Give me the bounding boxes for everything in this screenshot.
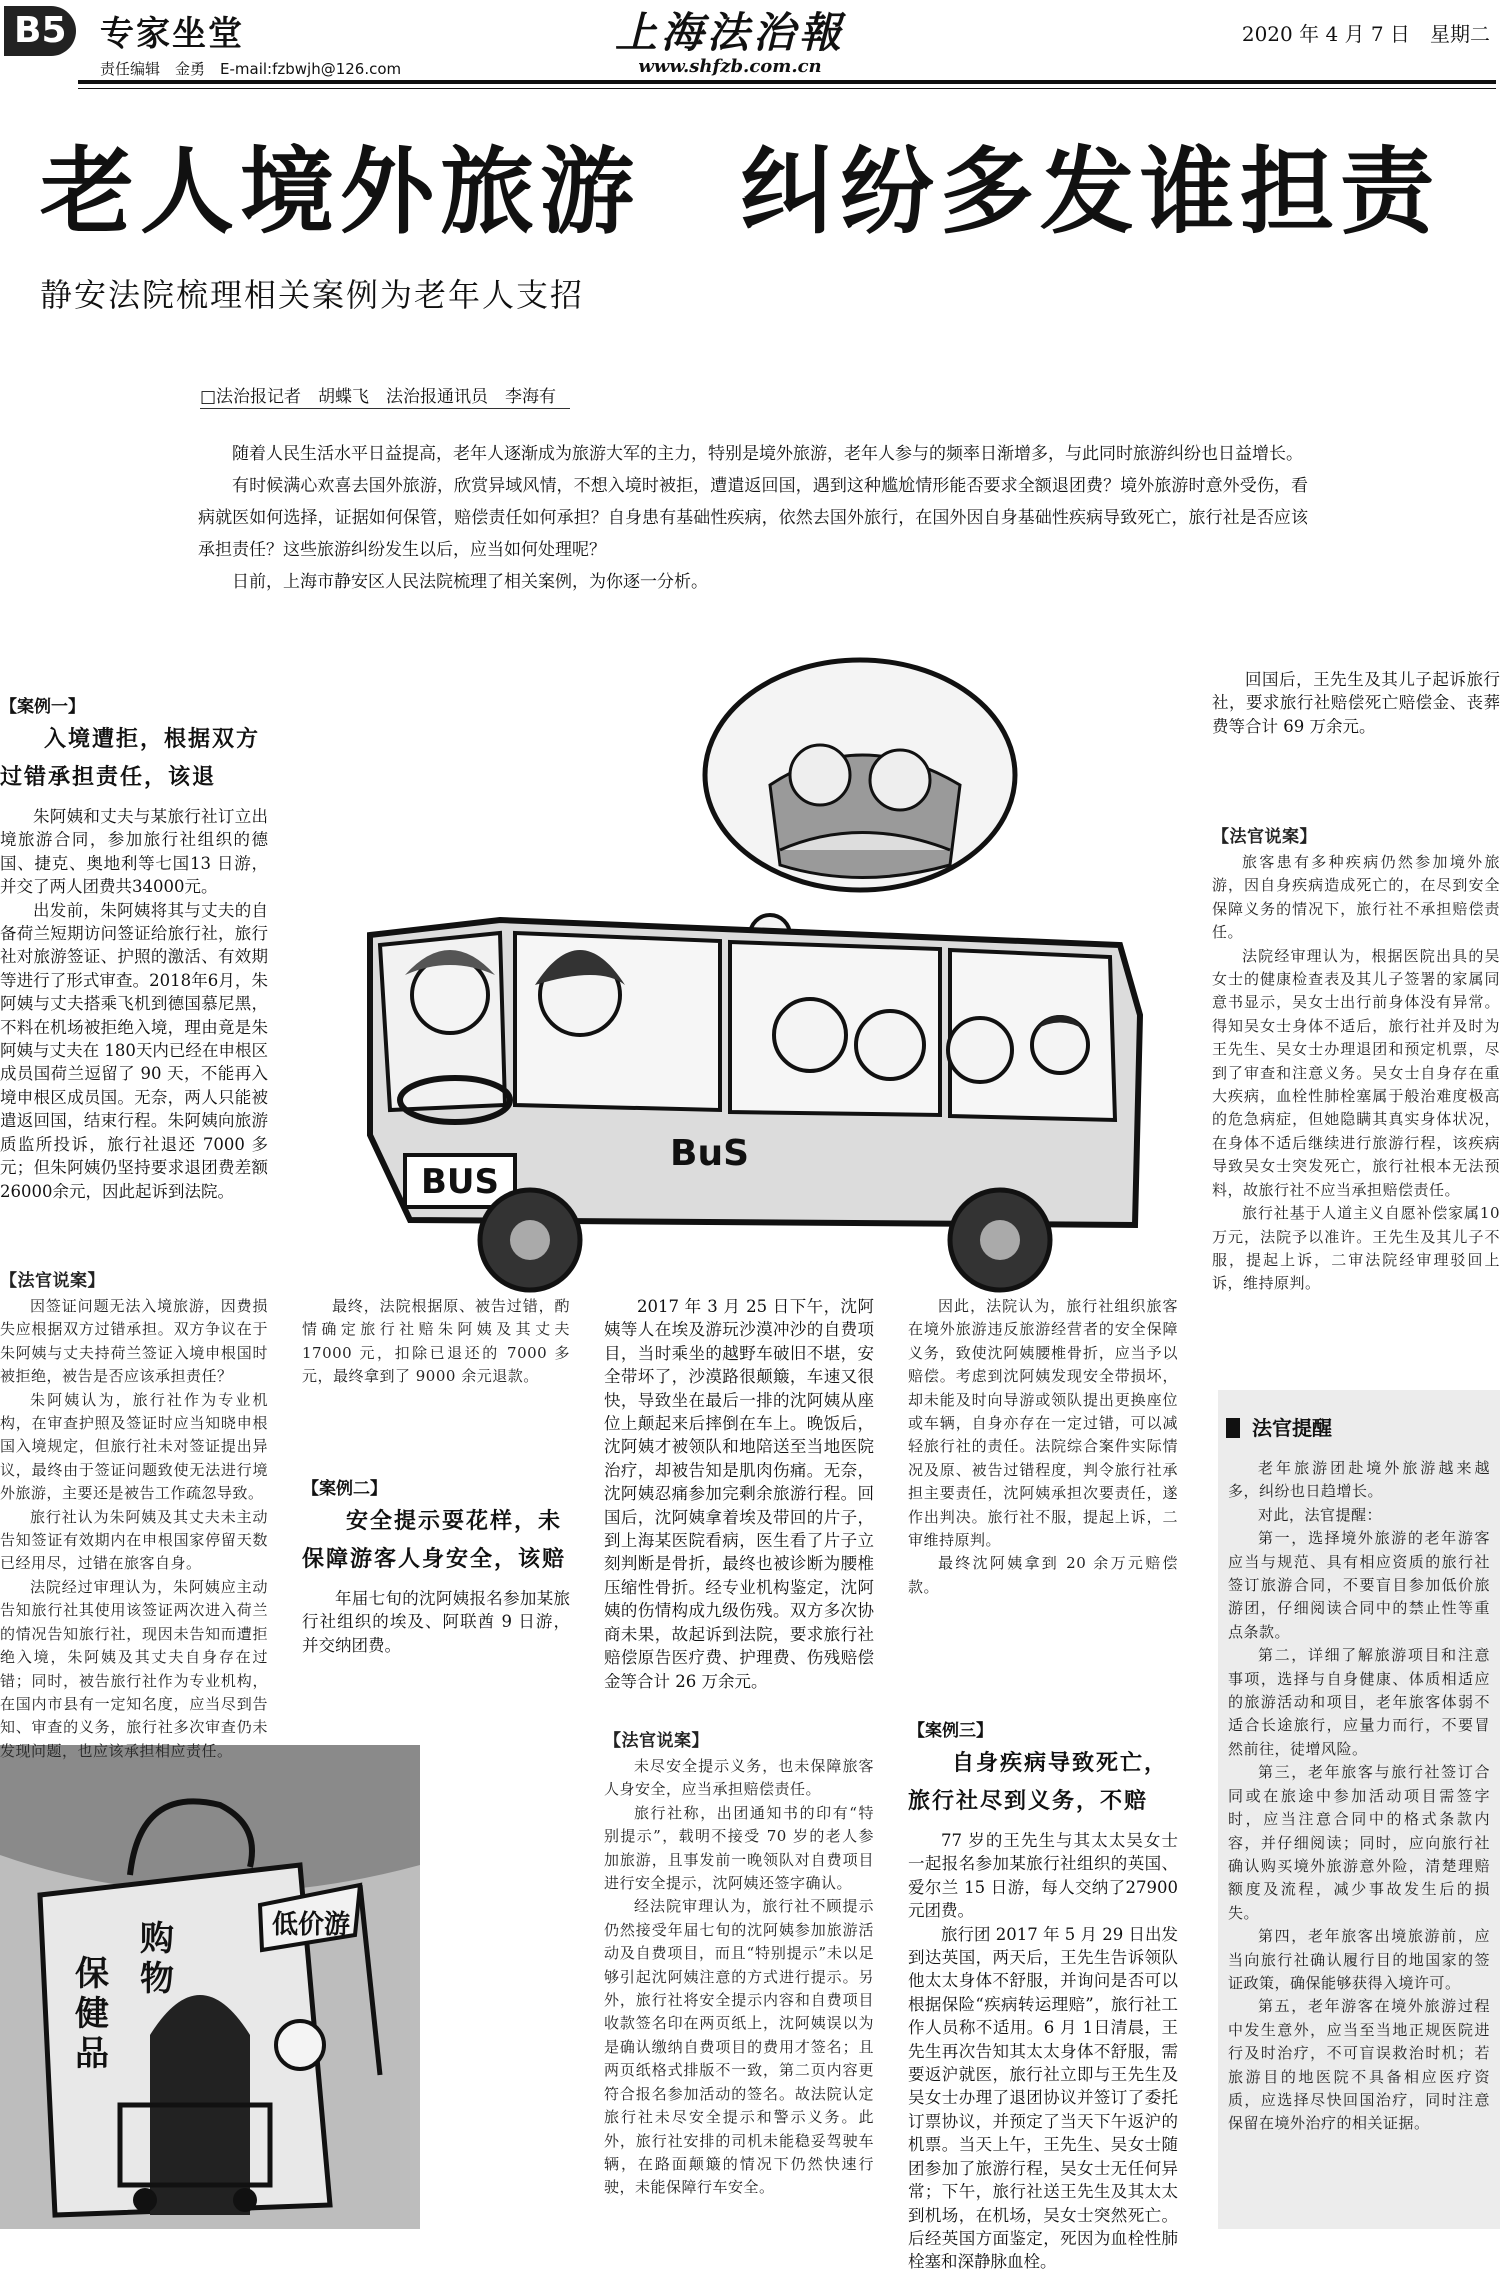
case2-judge-col-a [604,1722,874,2229]
case1-paragraph: 出发前，朱阿姨将其与丈夫的自备荷兰短期访问签证给旅行社，旅行社对旅游签证、护照的激活、有效期等进行了形式审查。2018年6月，朱阿姨与丈夫搭乘飞机到德国慕尼黑，不料在机场被拒绝入境，理由竟是朱阿姨与丈夫在 180天内已经在申根区成员国荷兰逗留了 90 天，不能再入境申根区成员国。无奈，两人只能被遣返回国，结束行程。朱阿姨向旅游质监所投诉，旅行社退还 7000 多元；但朱阿姨仍坚持要求退团费差额 26000余元，因此起诉到法院。 [0,900,268,1201]
case1-judge-tag: 【法官说案】 [0,1271,105,1291]
case3-judge-tag: 【法官说案】 [1212,827,1317,847]
case2-paragraph: 年届七旬的沈阿姨报名参加某旅行社组织的埃及、阿联酋 9 日游，并交纳团费。 [302,1589,570,1655]
section-title: 专家坐堂 [100,14,244,54]
intro-paragraph: 日前，上海市静安区人民法院梳理了相关案例，为你逐一分析。 [232,572,708,592]
header-rule [78,80,1496,84]
case2-judge-paragraph: 最终沈阿姨拿到 20 余万元赔偿款。 [908,1554,1178,1596]
case3-tag: 【案例三】 [908,1721,993,1741]
case2-title: 安全提示耍花样，未 保障游客人身安全，该赔 [302,1509,567,1572]
shop-sign-health: 保健品 [75,1954,109,2074]
case2-col-b [604,1295,874,1719]
case2-paragraph: 2017 年 3 月 25 日下午，沈阿姨等人在埃及游玩沙漠冲沙的自费项目，当时乘坐的越野车破旧不堪，安全带坏了，沙漠路很颠簸，车速又很快，导致坐在最后一排的沈阿姨从座位上颠起来后摔倒在车上。晚饭后，沈阿姨才被领队和地陪送至当地医院治疗，却被告知是肌肉伤痛。无奈，沈阿姨忍痛参加完剩余旅游行程。回国后，沈阿姨拿着埃及带回的片子，到上海某医院看病，医生看了片子立刻判断是骨折，最终也被诊断为腰椎压缩性骨折。经专业机构鉴定，沈阿姨的伤情构成九级伤残。双方多次协商未果，故起诉到法院，要求旅行社赔偿原告医疗费、护理费、伤残赔偿金等合计 26 万余元。 [604,1297,874,1691]
case1-judge-paragraph: 最终，法院根据原、被告过错，酌情确定旅行社赔朱阿姨及其丈夫 17000 元，扣除已退还的 7000 多元，最终拿到了 9000 余元退款。 [302,1297,570,1386]
header-rule-thin [78,88,1496,89]
tips-paragraph: 老年旅游团赴境外旅游越来越多，纠纷也日趋增长。 [1228,1459,1490,1501]
case2-judge-paragraph: 未尽安全提示义务，也未保障旅客人身安全，应当承担赔偿责任。 [604,1757,874,1799]
case3-col-a [908,1712,1178,2272]
case3-judge-paragraph: 旅客患有多种疾病仍然参加境外旅游，因自身疾病造成死亡的，在尽到安全保障义务的情况下，旅行社不承担赔偿责任。 [1212,853,1500,942]
case3-paragraph: 回国后，王先生及其儿子起诉旅行社，要求旅行社赔偿死亡赔偿金、丧葬费等合计 69 万余元。 [1212,670,1500,736]
article-intro [198,438,1308,598]
case2-judge-paragraph: 经法院审理认为，旅行社不顾提示仍然接受年届七旬的沈阿姨参加旅游活动及自费项目，而且“特别提示”未以足够引起沈阿姨注意的方式进行提示。另外，旅行社将安全提示内容和自费项目收款签名印在两页纸上，沈阿姨误以为是确认缴纳自费项目的费用才签名；且两页纸格式排版不一致，第二页内容更符合报名参加活动的签名。故法院认定旅行社未尽安全提示和警示义务。此外，旅行社安排的司机未能稳妥驾驶车辆，在路面颠簸的情况下仍然快速行驶，未能保障行车安全。 [604,1897,874,2197]
case1-judge-paragraph: 旅行社认为朱阿姨及其丈夫未主动告知签证有效期内在申根国家停留天数已经用尽，过错在旅客自身。 [0,1507,268,1573]
bus-side-text: BuS [670,1133,749,1174]
case1-title: 入境遭拒，根据双方 过错承担责任，该退 [0,727,261,790]
judge-tips-box [1218,1390,1500,2229]
case3-judge [1212,818,1500,1378]
bus-front-sign-text: BUS [420,1162,500,1202]
tips-paragraph: 第三，老年旅客与旅行社签订合同或在旅途中参加活动项目需签字时，应当注意合同中的格式条款内容，并仔细阅读；同时，应向旅行社确认购买境外旅游意外险，清楚理赔额度及流程，减少事故发生后的损失。 [1228,1763,1490,1922]
newspaper-masthead: 上海法治報 [614,8,845,57]
case2-judge-tag: 【法官说案】 [604,1731,709,1751]
intro-paragraph: 随着人民生活水平日益提高，老年人逐渐成为旅游大军的主力，特别是境外旅游，老年人参与的频率日渐增多，与此同时旅游纠纷也日益增长。 [232,444,1303,464]
tips-body [1218,1457,1500,2237]
case2-col-a [302,1470,570,1750]
issue-date: 2020 年 4 月 7 日 星期二 [1241,22,1490,46]
page-number-badge: B5 [4,6,76,56]
tips-square-icon [1226,1418,1240,1438]
flag-text: 低价游 [272,1910,351,1940]
byline-rule [200,408,570,409]
case2-judge-col-b [908,1295,1178,1715]
tips-title: 法官提醒 [1226,1412,1500,1441]
case1-judge-paragraph: 法院经过审理认为，朱阿姨应主动告知旅行社其使用该签证两次进入荷兰的情况告知旅行社，现因未告知而遭拒绝入境，朱阿姨及其丈夫自身存在过错；同时，被告旅行社作为专业机构，在国内市县有一定知名度，应当尽到告知、审查的义务，旅行社多次审查仍未发现问题，也应该承担相应责任。 [0,1577,268,1760]
tips-paragraph: 对此，法官提醒： [1258,1505,1383,1524]
editor-info: 责任编辑 金勇 E-mail:fzbwjh@126.com [100,60,402,78]
case1-paragraph: 朱阿姨和丈夫与某旅行社订立出境旅游合同，参加旅行社组织的德国、捷克、奥地利等七国13 日游，并交了两人团费共34000元。 [0,807,268,897]
tips-paragraph: 第二，详细了解旅游项目和注意事项，选择与自身健康、体质相适应的旅游活动和项目，老年旅客体弱不适合长途旅行，应量力而行，不要冒然前往，徒增风险。 [1228,1646,1490,1758]
case2-judge-paragraph: 因此，法院认为，旅行社组织旅客在境外旅游违反旅游经营者的安全保障义务，致使沈阿姨腰椎骨折，应当予以赔偿。考虑到沈阿姨发现安全带损坏，却未能及时向导游或领队提出更换座位或车辆，自身亦存在一定过错，可以减轻旅行社的责任。法院综合案件实际情况及原、被告过错程度，判令旅行社承担主要责任，沈阿姨承担次要责任，遂作出判决。旅行社不服，提起上诉，二审维持原判。 [908,1297,1178,1550]
newspaper-website: www.shfzb.com.cn [638,56,822,77]
case3-paragraph: 旅行团 2017 年 5 月 29 日出发到达英国，两天后，王先生告诉领队他太太身体不舒服，并询问是否可以根据保险“疾病转运理赔”，旅行社工作人员称不适用。6 月 1日清晨，王先生再次告知其太太身体不舒服，需要返沪就医，旅行社立即与王先生及吴女士办理了退团协议并签订了委托订票协议，并预定了当天下午返沪的机票。当天上午，王先生、吴女士随团参加了旅游行程，吴女士无任何异常；下午，旅行社送王先生及其太太到机场，在机场，吴女士突然死亡。后经英国方面鉴定，死因为血栓性肺栓塞和深静脉血栓。 [908,1924,1178,2272]
column-1 [0,688,268,1253]
tips-paragraph: 第五，老年游客在境外旅游过程中发生意外，应当至当地正规医院进行及时治疗，不可盲误救治时机；若旅游目的地医院不具备相应医疗资质，应选择尽快回国治疗，同时注意保留在境外治疗的相关证据。 [1228,1997,1490,2133]
case3-judge-paragraph: 法院经审理认为，根据医院出具的吴女士的健康检查表及其儿子签署的家属同意书显示，吴女士出行前身体没有异常。得知吴女士身体不适后，旅行社并及时为王先生、吴女士办理退团和预定机票，尽到了审查和注意义务。吴女士自身存在重大疾病，血栓性肺栓塞属于般治难度极高的危急病症，但她隐瞒其真实身体状况，在身体不适后继续进行旅游行程，该疾病导致吴女士突发死亡，旅行社根本无法预料，故旅行社不应当承担赔偿责任。 [1212,946,1500,1199]
case3-judge-paragraph: 旅行社基于人道主义自愿补偿家属10 万元，法院予以准许。王先生及其儿子不服，提起上诉，二审法院经审理驳回上诉，维持原判。 [1212,1204,1500,1293]
case1-judge-paragraph: 朱阿姨认为，旅行社作为专业机构，在审查护照及签证时应当知晓申根国入境规定，但旅行社未对签证提出异议，最终由于签证问题致使无法进行境外旅游，主要还是被告工作疏忽导致。 [0,1390,268,1503]
case1-tag: 【案例一】 [0,697,85,717]
case3-paragraph: 77 岁的王先生与其太太吴女士一起报名参加某旅行社组织的英国、爱尔兰 15 日游，每人交纳了27900 元团费。 [908,1831,1178,1921]
case3-col-b [1212,668,1500,813]
shopping-illustration [0,1745,420,2229]
case2-judge-paragraph: 旅行社称，出团通知书的印有“特别提示”，载明不接受 70 岁的老人参加旅游，且事发前一晚领队对自费项目进行安全提示，沈阿姨还签字确认。 [604,1803,874,1893]
case1-judge-paragraph: 因签证问题无法入境旅游，因费损失应根据双方过错承担。双方争议在于朱阿姨与丈夫持荷兰签证入境申根国时被拒绝，被告是否应该承担责任？ [0,1297,268,1386]
tips-paragraph: 第一，选择境外旅游的老年游客应当与规范、具有相应资质的旅行社签订旅游合同，不要盲目参加低价旅游团，仔细阅读合同中的禁止性等重点条款。 [1228,1529,1490,1641]
bus-illustration [300,665,1160,1310]
article-headline: 老人境外旅游 纠纷多发谁担责 [40,138,1441,247]
shop-sign-shopping: 购物 [140,1919,174,1999]
case1-judge-col-a [0,1262,268,1760]
case3-title: 自身疾病导致死亡， 旅行社尽到义务，不赔 [908,1751,1169,1814]
case2-tag: 【案例二】 [302,1479,387,1499]
tips-paragraph: 第四，老年旅客出境旅游前，应当向旅行社确认履行目的地国家的签证政策，确保能够获得入境许可。 [1228,1927,1490,1992]
intro-paragraph: 有时候满心欢喜去国外旅游，欣赏异域风情，不想入境时被拒，遭遣返回国，遇到这种尴尬情形能否要求全额退团费？境外旅游时意外受伤，看病就医如何选择，证据如何保管，赔偿责任如何承担？自身患有基础性疾病，依然去国外旅行，在国外因自身基础性疾病导致死亡，旅行社是否应该承担责任？这些旅游纠纷发生以后，应当如何处理呢？ [198,476,1308,560]
case1-judge-col-b [302,1295,570,1460]
article-byline: □法治报记者 胡蝶飞 法治报通讯员 李海有 [200,387,557,407]
article-subhead: 静安法院梳理相关案例为老年人支招 [40,276,585,314]
